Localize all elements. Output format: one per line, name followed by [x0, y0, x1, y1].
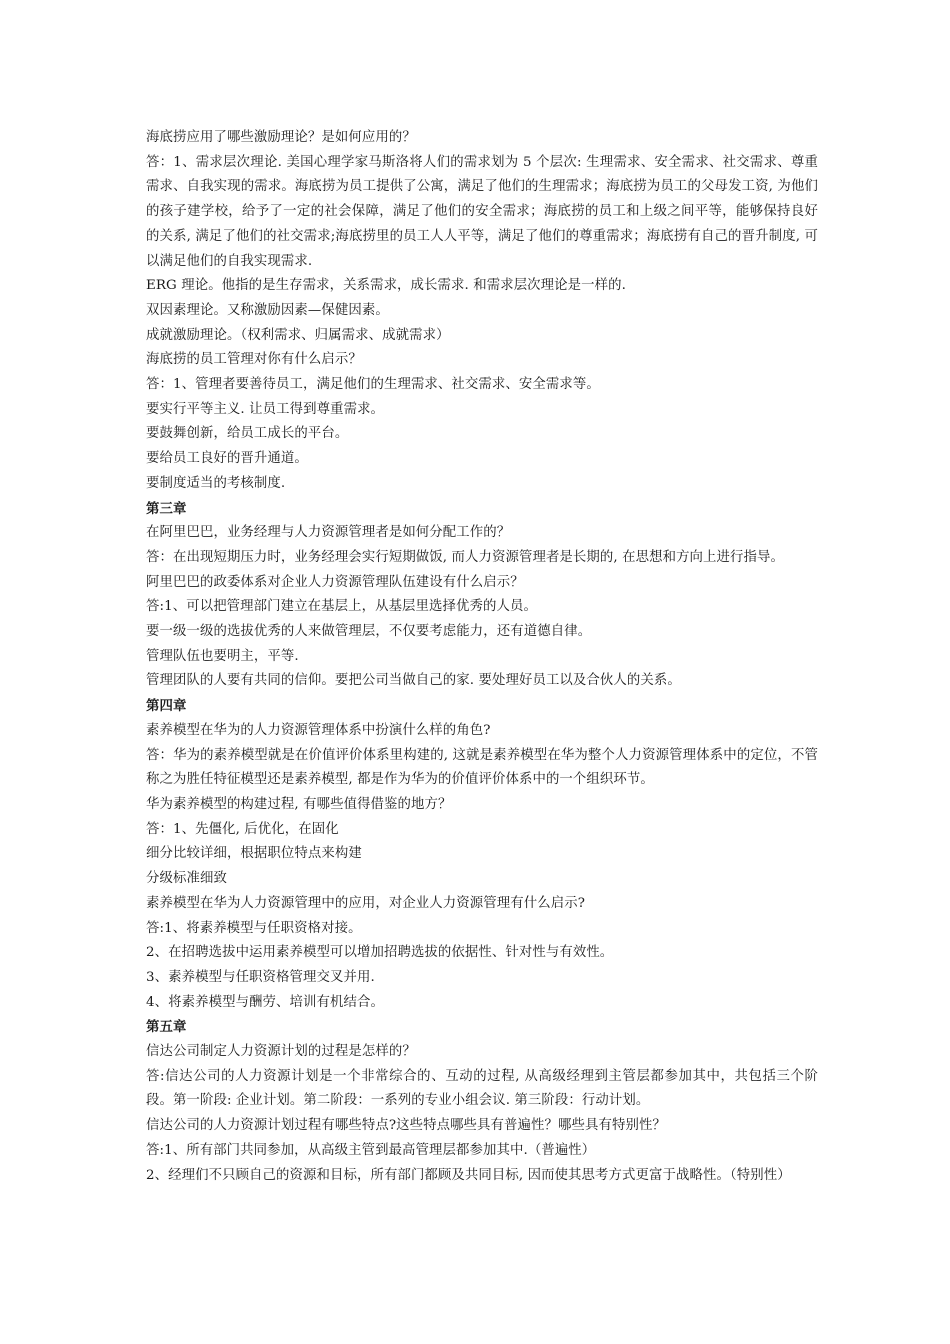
- body-text: 要实行平等主义. 让员工得到尊重需求。: [146, 401, 385, 417]
- question-text: 信达公司的人力资源计划过程有哪些特点?这些特点哪些具有普遍性？哪些具有特别性？: [146, 1118, 666, 1134]
- answer-text: 答:1、所有部门共同参加，从高级主管到最高管理层都参加其中.（普遍性）: [146, 1142, 596, 1158]
- body-text: ERG 理论。他指的是生存需求，关系需求，成长需求. 和需求层次理论是一样的.: [146, 278, 626, 294]
- answer-text: 答：1、管理者要善待员工，满足他们的生理需求、社交需求、安全需求等。: [146, 377, 600, 393]
- body-text: 要制度适当的考核制度.: [146, 475, 286, 491]
- document-page: [146, 126, 818, 1188]
- question-text: 在阿里巴巴，业务经理与人力资源管理者是如何分配工作的？: [146, 525, 511, 541]
- answer-text: 答:信达公司的人力资源计划是一个非常综合的、互动的过程, 从高级经理到主管层都参加其中，共包括三个阶段。第一阶段: 企业计划。第二阶段：一系列的专业小组会议. 第三阶段：行动计划。: [146, 1068, 818, 1109]
- question-text: 海底捞的员工管理对你有什么启示？: [146, 352, 362, 368]
- body-text: 3、素养模型与任职资格管理交叉并用.: [146, 969, 375, 985]
- body-text: 分级标准细致: [146, 871, 227, 887]
- answer-text: 答：在出现短期压力时，业务经理会实行短期做饭, 而人力资源管理者是长期的, 在思想和方向上进行指导。: [146, 549, 784, 565]
- chapter-heading: 第五章: [146, 1019, 187, 1036]
- body-text: 2、经理们不只顾自己的资源和目标，所有部门都顾及共同目标, 因而使其思考方式更富于战略性。（特别性）: [146, 1167, 791, 1183]
- body-text: 2、在招聘选拔中运用素养模型可以增加招聘选拔的依据性、针对性与有效性。: [146, 945, 614, 961]
- question-text: 素养模型在华为的人力资源管理体系中扮演什么样的角色?: [146, 722, 491, 738]
- body-text: 管理团队的人要有共同的信仰。要把公司当做自己的家. 要处理好员工以及合伙人的关系。: [146, 673, 681, 689]
- question-text: 华为素养模型的构建过程, 有哪些值得借鉴的地方？: [146, 796, 452, 812]
- body-text: 双因素理论。又称激励因素—保健因素。: [146, 302, 389, 318]
- answer-text: 答:1、可以把管理部门建立在基层上，从基层里选择优秀的人员。: [146, 599, 537, 615]
- body-text: 成就激励理论。（权利需求、归属需求、成就需求）: [146, 327, 450, 343]
- answer-text: 答：1、先僵化, 后优化，在固化: [146, 821, 339, 837]
- body-text: 要给员工良好的晋升通道。: [146, 451, 308, 467]
- question-text: 信达公司制定人力资源计划的过程是怎样的？: [146, 1044, 416, 1060]
- question-text: 海底捞应用了哪些激励理论？是如何应用的？: [146, 130, 416, 145]
- body-text: 要鼓舞创新，给员工成长的平台。: [146, 426, 349, 442]
- question-text: 素养模型在华为人力资源管理中的应用，对企业人力资源管理有什么启示?: [146, 895, 585, 911]
- body-text: 要一级一级的选拔优秀的人来做管理层，不仅要考虑能力，还有道德自律。: [146, 624, 592, 640]
- body-text: 细分比较详细，根据职位特点来构建: [146, 846, 362, 862]
- answer-text: 答:1、将素养模型与任职资格对接。: [146, 920, 362, 936]
- chapter-heading: 第四章: [146, 698, 187, 715]
- answer-text: 答：1、需求层次理论. 美国心理学家马斯洛将人们的需求划为 5 个层次: 生理需求、安全需求、社交需求、尊重需求、自我实现的需求。海底捞为员工提供了公寓，满足了他们的生理需求；海底捞为员工的父母发工资, 为他们的孩子建学校，给予了一定的社会保障，满足了他们的安全需求；海底捞的员工和上级之间平等，能够保持良好的关系, 满足了他们的社交需求;海底捞里的员工人人平等，满足了他们的尊重需求；海底捞有自己的晋升制度, 可以满足他们的自我实现需求.: [146, 154, 818, 269]
- body-text: 4、将素养模型与酬劳、培训有机结合。: [146, 994, 384, 1010]
- answer-text: 答：华为的素养模型就是在价值评价体系里构建的, 这就是素养模型在华为整个人力资源管理体系中的定位，不管称之为胜任特征模型还是素养模型, 都是作为华为的价值评价体系中的一个组织环节。: [146, 747, 818, 788]
- body-text: 管理队伍也要明主，平等.: [146, 648, 299, 664]
- question-text: 阿里巴巴的政委体系对企业人力资源管理队伍建设有什么启示？: [146, 574, 524, 590]
- chapter-heading: 第三章: [146, 500, 187, 517]
